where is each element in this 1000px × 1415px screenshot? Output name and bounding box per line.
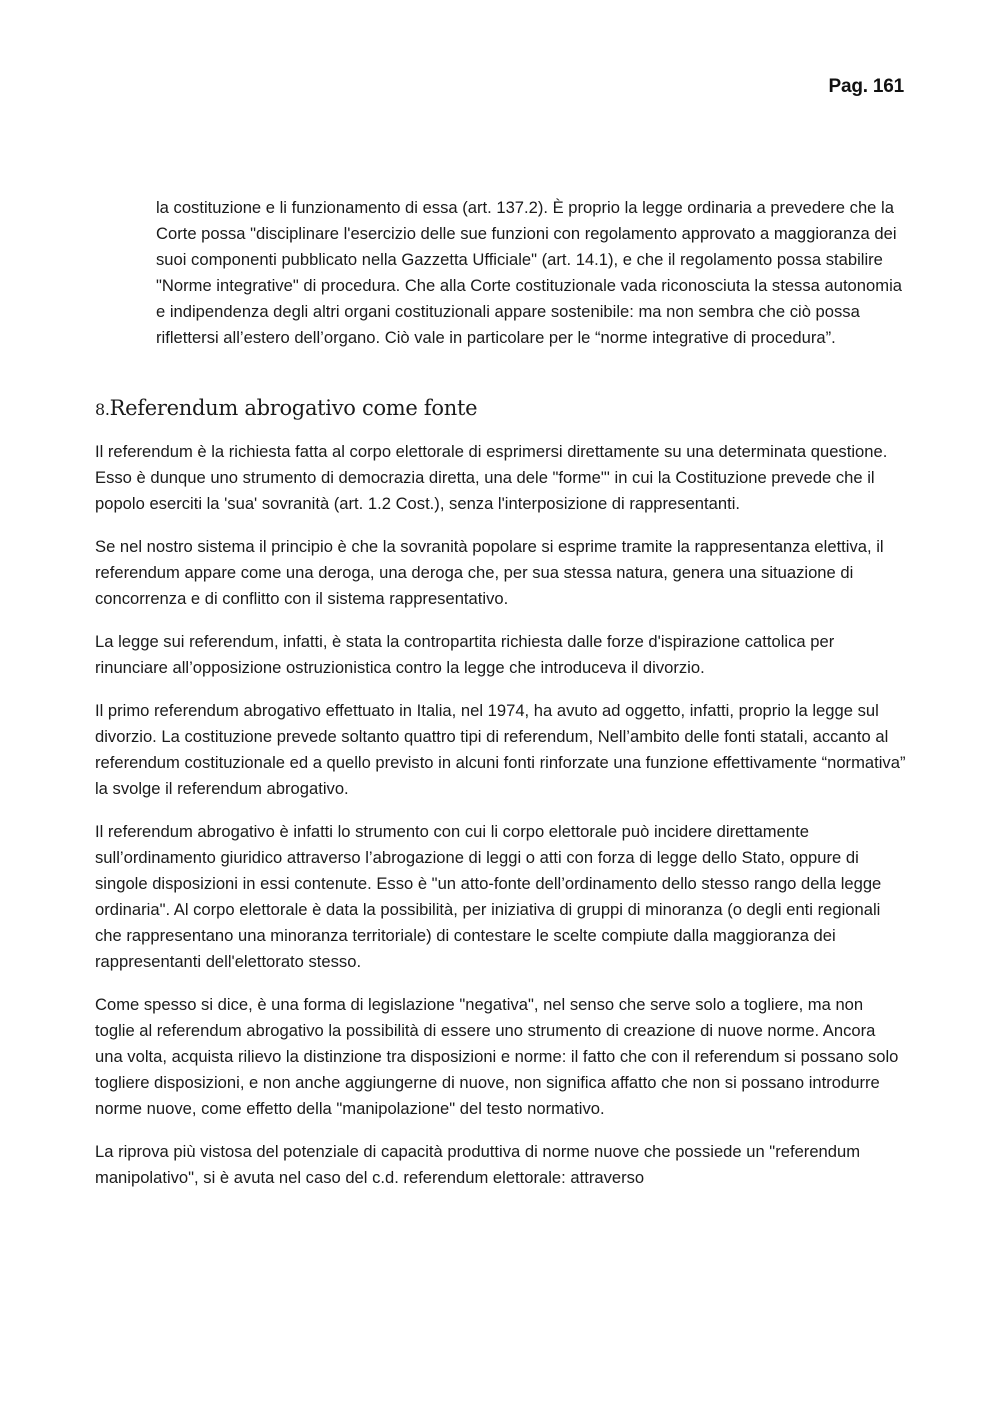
paragraph: La riprova più vistosa del potenziale di capacità produttiva di norme nuove che possiede un "referendum manipolativo", si è avuta nel caso del c.d. referendum elettorale: attraverso [95,1142,861,1187]
page-number: Pag. 161 [828,76,904,97]
section-heading [95,393,907,425]
paragraph: Il primo referendum abrogativo effettuato in Italia, nel 1974, ha avuto ad oggetto, infatti, proprio la legge sul divorzio. La costituzione prevede soltanto quattro tipi di referendum, Nell’ambito delle fonti statali, accanto al referendum costituzionale ed a quello previsto in alcuni fonti rinforzate una funzione effettivamente “normativa” la svolge il referendum abrogativo. [95,701,906,798]
paragraph: Il referendum abrogativo è infatti lo strumento con cui li corpo elettorale può incidere direttamente sull’ordinamento giuridico attraverso l’abrogazione di leggi o atti con forza di legge dello Stato, oppure di singole disposizioni in essi contenute. Esso è "un atto-fonte dell’ordinamento dello stesso rango della legge ordinaria". Al corpo elettorale è data la possibilità, per iniziativa di gruppi di minoranza (o degli enti regionali che rappresentano una minoranza territoriale) di contestare le scelte compiute dalla maggioranza dei rappresentanti dell'elettorato stesso. [95,822,882,971]
section-title: Referendum abrogativo come fonte [109,396,478,420]
section-number: 8. [95,400,110,419]
paragraph: Il referendum è la richiesta fatta al corpo elettorale di esprimersi direttamente su una determinata questione. Esso è dunque uno strumento di democrazia diretta, una dele "forme"' in cui la Costituzione prevede che il popolo eserciti la 'sua' sovranità (art. 1.2 Cost.), senza l'interposizione di rappresentanti. [95,442,888,513]
section [95,393,907,1208]
paragraph: La legge sui referendum, infatti, è stata la contropartita richiesta dalle forze d'ispirazione cattolica per rinunciare all’opposizione ostruzionistica contro la legge che introduceva il divorzio. [95,632,835,677]
paragraph: Se nel nostro sistema il principio è che la sovranità popolare si esprime tramite la rappresentanza elettiva, il referendum appare come una deroga, una deroga che, per sua stessa natura, genera una situazione di concorrenza e di conflitto con il sistema rappresentativo. [95,537,884,608]
paragraph: Come spesso si dice, è una forma di legislazione "negativa", nel senso che serve solo a togliere, ma non toglie al referendum abrogativo la possibilità di essere uno strumento di creazione di nuove norme. Ancora una volta, acquista rilievo la distinzione tra disposizioni e norme: il fatto che con il referendum si possano solo togliere disposizioni, e non anche aggiungerne di nuove, non significa affatto che non si possano introdurre norme nuove, come effetto della "manipolazione" del testo normativo. [95,995,899,1118]
indented-paragraph: la costituzione e li funzionamento di essa (art. 137.2). È proprio la legge ordinaria a prevedere che la Corte possa "disciplinare l'esercizio delle sue funzioni con regolamento approvato a maggioranza dei suoi componenti pubblicato nella Gazzetta Ufficiale" (art. 14.1), e che il regolamento possa stabilire "Norme integrative" di procedura. Che alla Corte costituzionale vada riconosciuta la stessa autonomia e indipendenza degli altri organi costituzionali appare sostenibile: ma non sembra che ciò possa riflettersi all’estero dell’organo. Ciò vale in particolare per le “norme integrative di procedura”. [156,198,902,347]
